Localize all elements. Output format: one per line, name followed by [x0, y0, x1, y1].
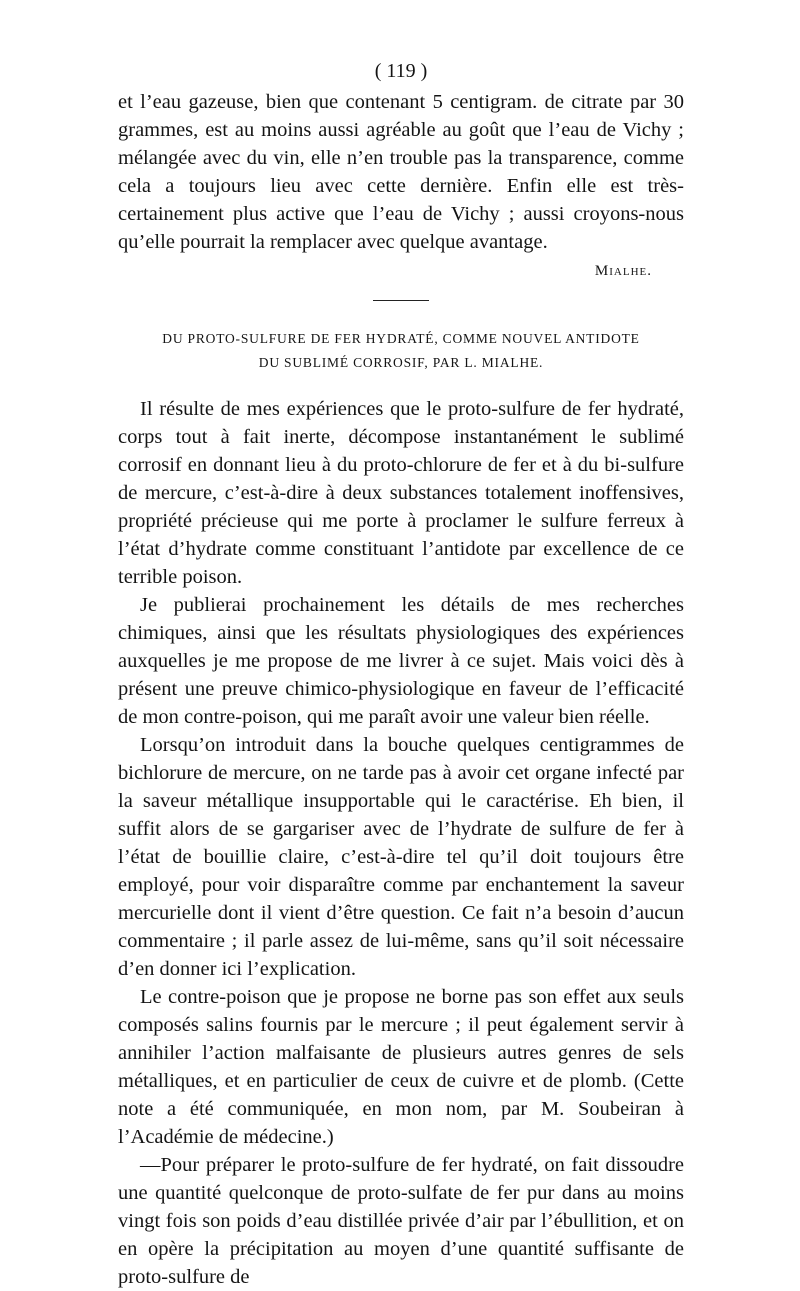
- section-divider: [373, 300, 429, 301]
- body-paragraph-5: —Pour préparer le proto-sulfure de fer hydraté, on fait dissoudre une quantité quelconque de proto-sulfate de fer pur dans au moins vingt fois son poids d’eau distillée privée d’air par l’ébullition, et on en opère la précipitation au moyen d’une quantité suffisante de proto-sulfure de: [118, 1154, 684, 1288]
- intro-paragraph: et l’eau gazeuse, bien que contenant 5 centigram. de citrate par 30 grammes, est au moins aussi agréable au goût que l’eau de Vichy ; mélangée avec du vin, elle n’en trouble pas la transparence, comme cela a toujours lieu avec cette dernière. Enfin elle est très-certainement plus active que l’eau de Vichy ; aussi croyons-nous qu’elle pourrait la remplacer avec quelque avantage.: [118, 91, 684, 253]
- body-paragraph-2: Je publierai prochainement les détails de mes recherches chimiques, ainsi que les résultats physiologiques des expériences auxquelles je me propose de me livrer à ce sujet. Mais voici dès à présent une preuve chimico-physiologique en faveur de l’efficacité de mon contre-poison, qui me paraît avoir une valeur bien réelle.: [118, 594, 684, 728]
- article-title: [118, 327, 684, 375]
- signature: Mialhe.: [594, 263, 652, 279]
- body-paragraph-3: Lorsqu’on introduit dans la bouche quelques centigrammes de bichlorure de mercure, on ne tarde pas à avoir cet organe infecté par la saveur métallique insupportable qui le caractérise. Eh bien, il suffit alors de se gargariser avec de l’hydrate de sulfure de fer à l’état de bouillie claire, c’est-à-dire tel qu’il doit toujours être employé, pour voir disparaître comme par enchantement la saveur mercurielle dont il vient d’être question. Ce fait n’a besoin d’aucun commentaire ; il parle assez de lui-même, sans qu’il soit nécessaire d’en donner ici l’explication.: [118, 734, 684, 980]
- body-paragraph-4: Le contre-poison que je propose ne borne pas son effet aux seuls composés salins fournis par le mercure ; il peut également servir à annihiler l’action malfaisante de plusieurs autres genres de sels métalliques, et en particulier de ceux de cuivre et de plomb. (Cette note a été communiquée, en mon nom, par M. Soubeiran à l’Académie de médecine.): [118, 986, 684, 1148]
- document-page: [118, 58, 684, 1291]
- article-title-line-2: DU SUBLIMÉ CORROSIF, PAR L. MIALHE.: [258, 355, 544, 370]
- article-title-line-1: DU PROTO-SULFURE DE FER HYDRATÉ, COMME NOUVEL ANTIDOTE: [162, 331, 640, 346]
- body-paragraph-1: Il résulte de mes expériences que le proto-sulfure de fer hydraté, corps tout à fait inerte, décompose instantanément le sublimé corrosif en donnant lieu à du proto-chlorure de fer et à du bi-sulfure de mercure, c’est-à-dire à deux substances totalement inoffensives, propriété précieuse qui me porte à proclamer le sulfure ferreux à l’état d’hydrate comme constituant l’antidote par excellence de ce terrible poison.: [118, 398, 684, 588]
- page-number: ( 119 ): [374, 60, 428, 82]
